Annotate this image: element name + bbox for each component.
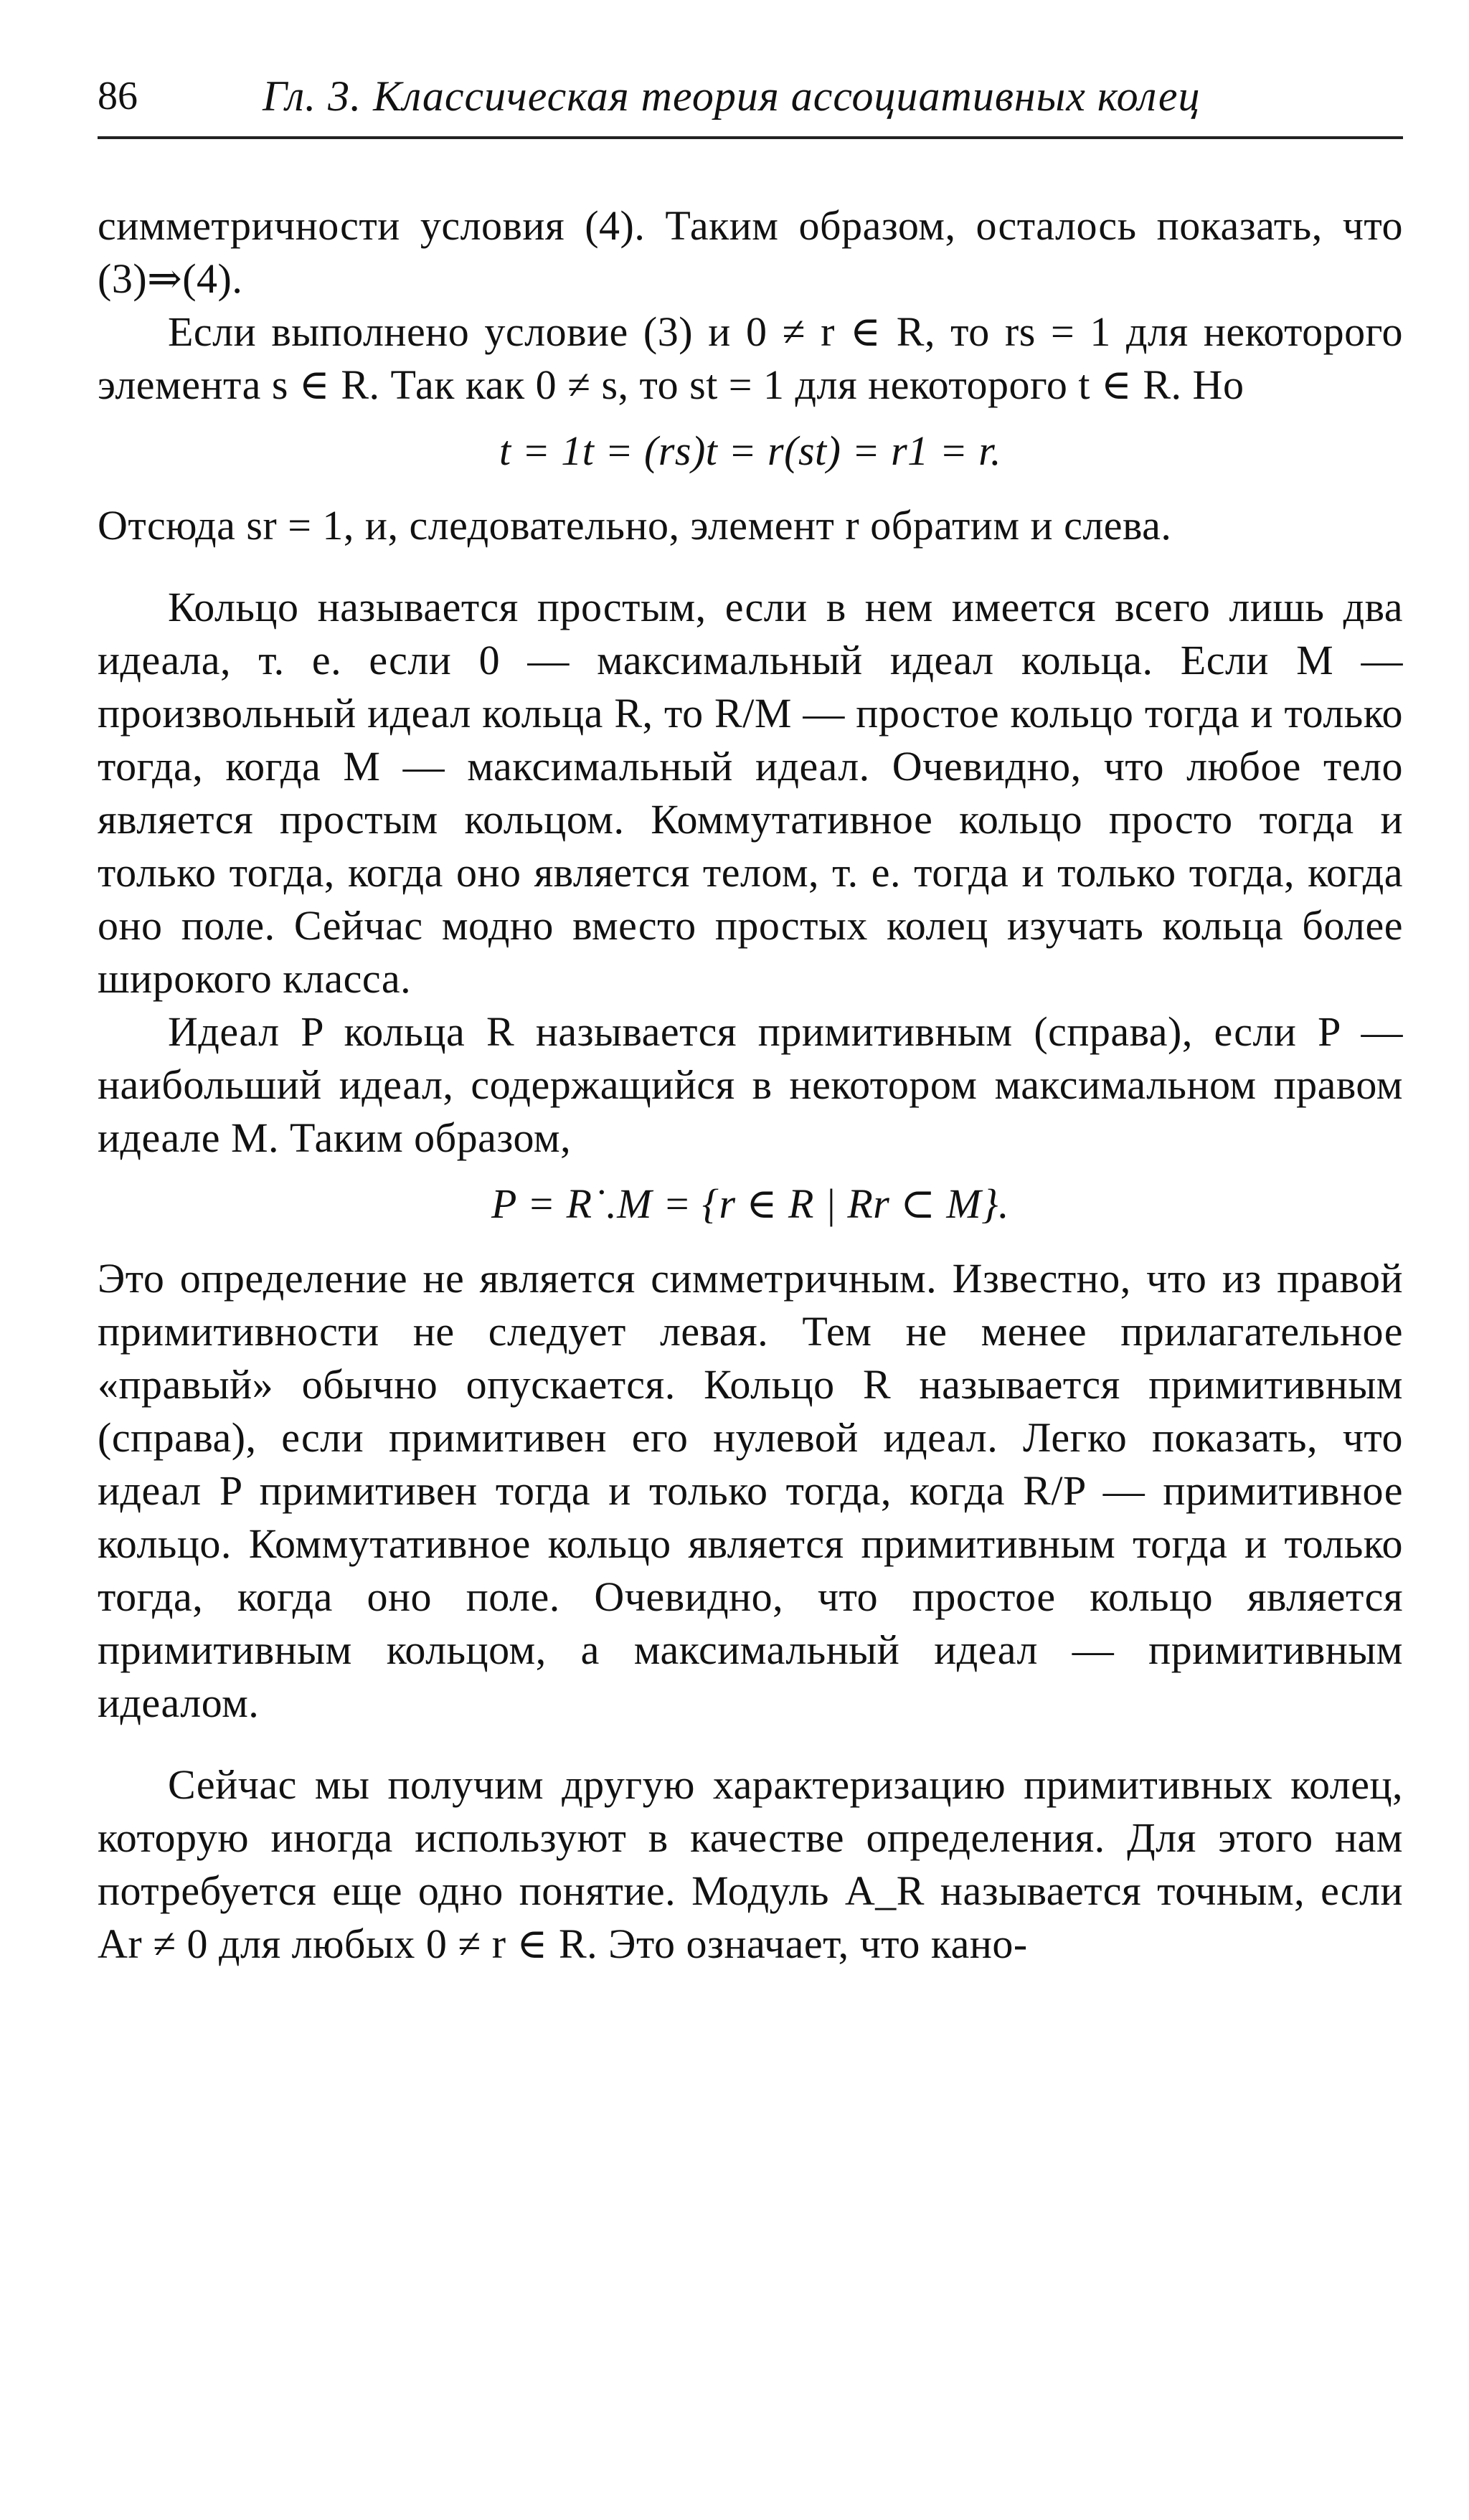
paragraph-1: симметричности условия (4). Таким образом, осталось показать, что (3)⇒(4). bbox=[98, 202, 1403, 302]
paragraph-7: Сейчас мы получим другую характеризацию примитивных колец, которую иногда используют в качестве определения. Для этого нам потребуется еще одно понятие. Модуль A_R называется точным, если Ar ≠ 0 для любых 0 ≠ r ∈ R. Это означает, что кано- bbox=[98, 1761, 1403, 1967]
paragraph-3: Отсюда sr = 1, и, следовательно, элемент r обратим и слева. bbox=[98, 502, 1172, 549]
page-number: 86 bbox=[98, 74, 138, 118]
paragraph-2: Если выполнено условие (3) и 0 ≠ r ∈ R, то rs = 1 для некоторого элемента s ∈ R. Так как 0 ≠ s, то st = 1 для некоторого t ∈ R. Но bbox=[98, 308, 1403, 408]
body-text bbox=[98, 199, 1403, 1971]
formula-2: P = R˙.M = {r ∈ R | Rr ⊂ M}. bbox=[491, 1180, 1009, 1227]
paragraph-5: Идеал P кольца R называется примитивным (справа), если P — наибольший идеал, содержащийся в некотором максимальном правом идеале M. Таким образом, bbox=[98, 1008, 1403, 1161]
formula-1: t = 1t = (rs)t = r(st) = r1 = r. bbox=[499, 427, 1001, 474]
running-title: Гл. 3. Классическая теория ассоциативных колец bbox=[263, 72, 1201, 120]
paragraph-6: Это определение не является симметричным. Известно, что из правой примитивности не следует левая. Тем не менее прилагательное «правый» обычно опускается. Кольцо R называется примитивным (справа), если примитивен его нулевой идеал. Легко показать, что идеал P примитивен тогда и только тогда, когда R/P — примитивное кольцо. Коммутативное кольцо является примитивным тогда и только тогда, когда оно поле. Очевидно, что простое кольцо является примитивным кольцом, а максимальный идеал — примитивным идеалом. bbox=[98, 1255, 1403, 1726]
paragraph-4: Кольцо называется простым, если в нем имеется всего лишь два идеала, т. е. если 0 — максимальный идеал кольца. Если M — произвольный идеал кольца R, то R/M — простое кольцо тогда и только тогда, когда M — максимальный идеал. Очевидно, что любое тело является простым кольцом. Коммутативное кольцо просто тогда и только тогда, когда оно является телом, т. е. тогда и только тогда, когда оно поле. Сейчас модно вместо простых колец изучать кольца более широкого класса. bbox=[98, 584, 1403, 1002]
page-header bbox=[98, 68, 1403, 139]
